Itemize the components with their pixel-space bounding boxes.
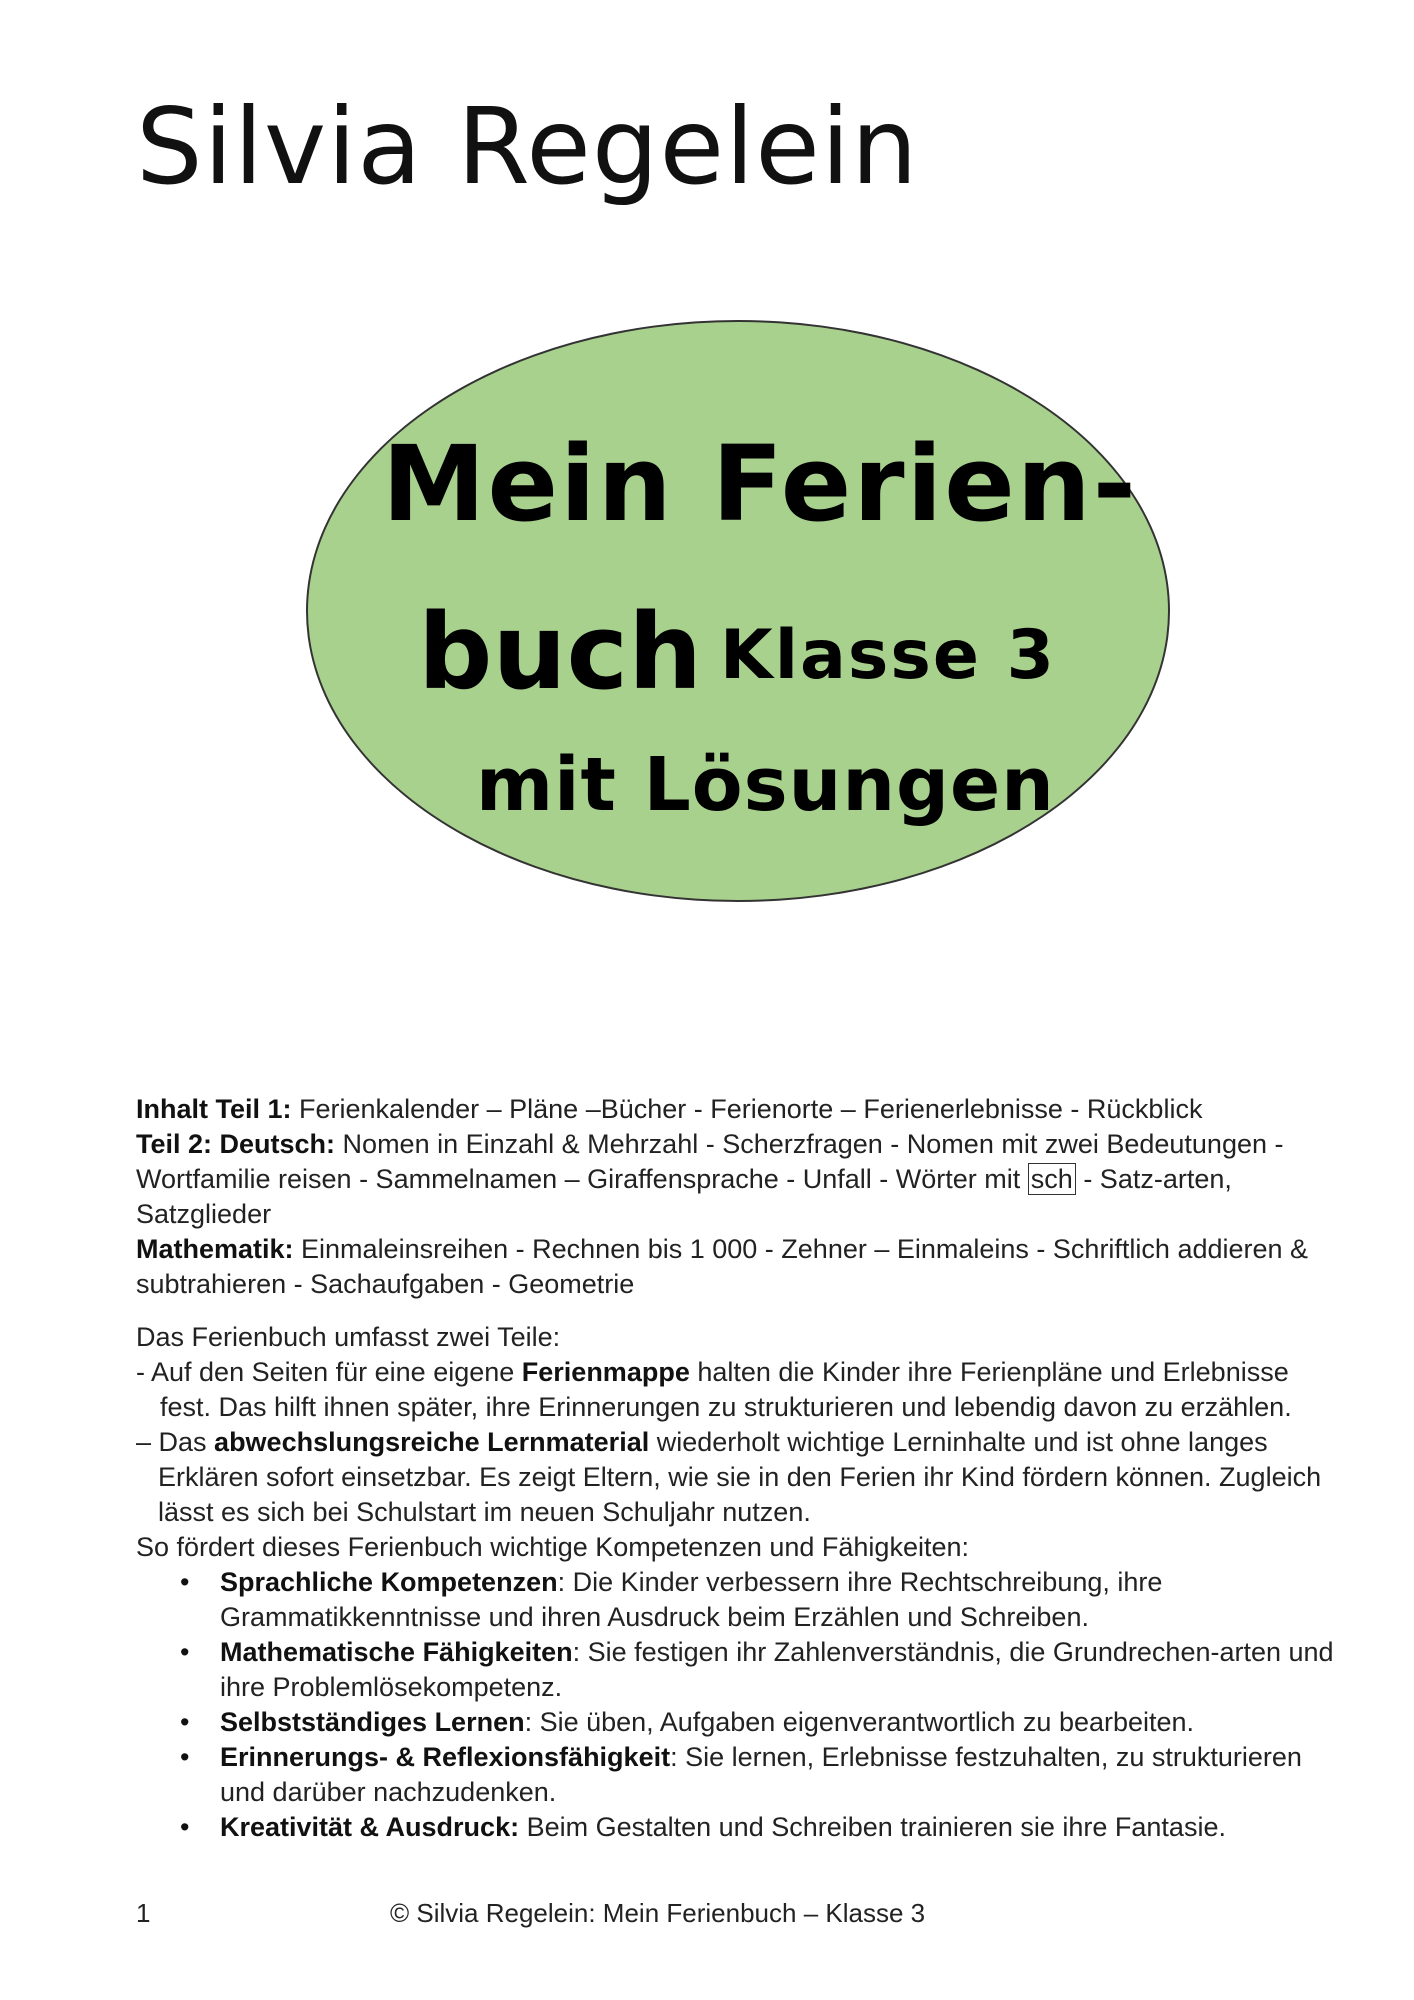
math-text: Einmaleinsreihen - Rechnen bis 1 000 - Zehner – Einmaleins - Schriftlich addieren & subtrahieren - Sachaufgaben - Geometrie: [136, 1234, 1309, 1299]
competency-label: Sprachliche Kompetenzen: [220, 1567, 558, 1597]
author-name: Silvia Regelein: [136, 86, 919, 208]
contents-math: [136, 1232, 1336, 1302]
competency-label: Selbstständiges Lernen: [220, 1707, 525, 1737]
part2-label: Teil 2: Deutsch:: [136, 1129, 336, 1159]
list-item: [220, 1810, 1336, 1845]
competency-label: Kreativität & Ausdruck:: [220, 1812, 520, 1842]
item1-prefix: - Auf den Seiten für eine eigene: [136, 1357, 522, 1387]
title-line-3: mit Lösungen: [476, 742, 1055, 828]
part2-text-b: - Satz-arten, Satzglieder: [136, 1164, 1232, 1229]
competency-label: Mathematische Fähigkeiten: [220, 1637, 573, 1667]
description-item-2: [136, 1425, 1336, 1530]
competency-text: : Sie lernen, Erlebnisse festzuhalten, zu strukturieren und darüber nachzudenken.: [220, 1742, 1302, 1807]
item1-rest: halten die Kinder ihre Ferienpläne und Erlebnisse fest. Das hilft ihnen später, ihre Erinnerungen zu strukturieren und lebendig davon zu erzählen.: [160, 1357, 1292, 1422]
item1-bold: Ferienmappe: [521, 1357, 690, 1387]
part1-label: Inhalt Teil 1:: [136, 1094, 292, 1124]
contents-part1: [136, 1092, 1336, 1127]
contents-part2: [136, 1127, 1336, 1232]
item2-rest: wiederholt wichtige Lerninhalte und ist ohne langes Erklären sofort einsetzbar. Es zeigt Eltern, wie sie in den Ferien ihr Kind fördern können. Zugleich lässt es sich bei Schulstart im neuen Schuljahr nutzen.: [158, 1427, 1322, 1527]
competency-text: : Die Kinder verbessern ihre Rechtschreibung, ihre Grammatikkenntnisse und ihren Ausdruck beim Erzählen und Schreiben.: [220, 1567, 1163, 1632]
part1-text: Ferienkalender – Pläne –Bücher - Ferienorte – Ferienerlebnisse - Rückblick: [291, 1094, 1203, 1124]
item2-prefix: – Das: [136, 1427, 215, 1457]
title-line-1: Mein Ferien-: [382, 423, 1138, 545]
list-item: [220, 1565, 1336, 1635]
description-item-1: [136, 1355, 1336, 1425]
competency-text: Beim Gestalten und Schreiben trainieren sie ihre Fantasie.: [519, 1812, 1226, 1842]
boxed-sch: sch: [1028, 1163, 1076, 1195]
content-section: [136, 1092, 1336, 1845]
title-grade: Klasse 3: [720, 616, 1056, 695]
competency-text: : Sie festigen ihr Zahlenverständnis, die Grundrechen-arten und ihre Problemlösekompetenz.: [220, 1637, 1334, 1702]
list-item: [220, 1635, 1336, 1705]
copyright-notice: © Silvia Regelein: Mein Ferienbuch – Klasse 3: [390, 1898, 926, 1928]
competency-text: : Sie üben, Aufgaben eigenverantwortlich zu bearbeiten.: [524, 1707, 1195, 1737]
item2-bold: abwechslungsreiche Lernmaterial: [214, 1427, 650, 1457]
description-intro: Das Ferienbuch umfasst zwei Teile:: [136, 1322, 561, 1352]
math-label: Mathematik:: [136, 1234, 294, 1264]
list-item: [220, 1740, 1336, 1810]
page-number: 1: [136, 1898, 151, 1928]
competencies-list: [136, 1565, 1336, 1845]
competencies-intro: So fördert dieses Ferienbuch wichtige Kompetenzen und Fähigkeiten:: [136, 1532, 969, 1562]
competency-label: Erinnerungs- & Reflexionsfähigkeit: [220, 1742, 671, 1772]
part2-text-a: Nomen in Einzahl & Mehrzahl - Scherzfragen - Nomen mit zwei Bedeutungen - Wortfamilie reisen - Sammelnamen – Giraffensprache - Unfall - Wörter mit: [136, 1129, 1284, 1194]
title-line-2: buch: [418, 591, 703, 713]
list-item: [220, 1705, 1336, 1740]
